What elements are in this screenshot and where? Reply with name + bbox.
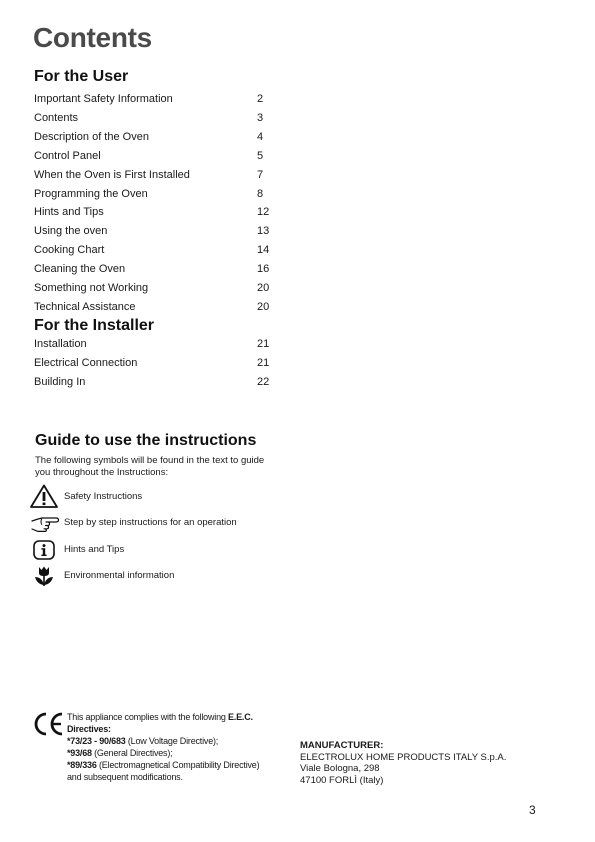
toc-entry-label: Description of the Oven <box>34 130 149 143</box>
section-heading-user: For the User <box>34 68 129 85</box>
symbol-label-hints: Hints and Tips <box>64 544 125 555</box>
toc-entry <box>34 131 274 150</box>
toc-entry-label: Building In <box>34 375 86 388</box>
toc-entry-label: Contents <box>34 111 79 124</box>
toc-entry-page: 16 <box>257 263 270 276</box>
toc-entry-label: Using the oven <box>34 225 108 238</box>
toc-entry-page: 22 <box>257 375 270 388</box>
toc-entry-page: 7 <box>257 168 264 181</box>
section-heading-installer: For the Installer <box>34 317 155 334</box>
compliance-line: and subsequent modifications. <box>67 772 183 782</box>
toc-entry-page: 20 <box>257 300 270 313</box>
toc-entry <box>34 206 274 225</box>
compliance-statement <box>67 711 282 783</box>
guide-heading: Guide to use the instructions <box>35 432 257 449</box>
flower-icon <box>33 565 61 589</box>
toc-entry <box>34 338 274 357</box>
manufacturer-street: Viale Bologna, 298 <box>300 763 380 774</box>
toc-entry <box>34 244 274 263</box>
symbol-label-step: Step by step instructions for an operation <box>64 517 237 528</box>
toc-entry <box>34 112 274 131</box>
toc-entry-page: 21 <box>257 356 270 369</box>
toc-entry <box>34 188 274 207</box>
info-icon <box>33 540 61 564</box>
toc-entry-label: Hints and Tips <box>34 206 104 219</box>
toc-entry-label: Something not Working <box>34 282 149 294</box>
pointing-hand-icon <box>30 514 58 538</box>
symbol-label-environment: Environmental information <box>64 570 175 581</box>
warning-triangle-icon <box>30 484 58 508</box>
toc-entry-label: Control Panel <box>34 149 101 162</box>
toc-entry <box>34 169 274 188</box>
manufacturer-city: 47100 FORLÌ (Italy) <box>300 774 384 786</box>
page-title: Contents <box>33 22 152 53</box>
toc-entry-label: Electrical Connection <box>34 356 138 369</box>
manufacturer-company: ELECTROLUX HOME PRODUCTS ITALY S.p.A. <box>300 751 507 763</box>
page-number: 3 <box>529 803 536 817</box>
toc-entry-label: Programming the Oven <box>34 187 148 200</box>
toc-entry-label: Cooking Chart <box>34 244 105 257</box>
toc-entry-page: 2 <box>257 93 264 105</box>
guide-intro <box>35 455 285 479</box>
toc-entry-page: 5 <box>257 149 264 162</box>
compliance-line: *89/336 (Electromagnetical Compatibility Directive) <box>67 760 260 770</box>
toc-entry-page: 12 <box>257 206 270 219</box>
toc-entry-page: 13 <box>257 225 270 238</box>
manufacturer-heading: MANUFACTURER: <box>300 740 384 751</box>
guide-intro-line: The following symbols will be found in the text to guide <box>35 455 265 466</box>
compliance-line: *93/68 (General Directives); <box>67 748 173 758</box>
toc-entry <box>34 376 274 395</box>
toc-entry <box>34 263 274 282</box>
toc-entry <box>34 150 274 169</box>
symbol-label-safety: Safety Instructions <box>64 491 143 502</box>
compliance-line: This appliance complies with the following E.E.C. <box>67 712 253 722</box>
toc-entry <box>34 357 274 376</box>
ce-mark-icon <box>31 711 65 737</box>
toc-entry-label: Cleaning the Oven <box>34 263 126 276</box>
toc-entry <box>34 225 274 244</box>
manufacturer-block <box>300 740 540 786</box>
compliance-line: Directives: <box>67 724 111 734</box>
toc-entry <box>34 282 274 301</box>
toc-entry-page: 8 <box>257 187 264 200</box>
toc-entry-label: When the Oven is First Installed <box>34 168 190 181</box>
toc-entry-label: Technical Assistance <box>34 300 136 313</box>
toc-entry-page: 20 <box>257 282 270 294</box>
toc-entry <box>34 93 274 112</box>
toc-entry-page: 4 <box>257 130 264 143</box>
toc-entry-page: 21 <box>257 338 270 350</box>
guide-intro-line: you throughout the Instructions: <box>35 467 169 478</box>
toc-entry-page: 3 <box>257 111 264 124</box>
toc-entry-label: Installation <box>34 338 87 350</box>
compliance-line: *73/23 - 90/683 (Low Voltage Directive); <box>67 736 219 746</box>
toc-entry-label: Important Safety Information <box>34 93 173 105</box>
toc-entry-page: 14 <box>257 244 270 257</box>
